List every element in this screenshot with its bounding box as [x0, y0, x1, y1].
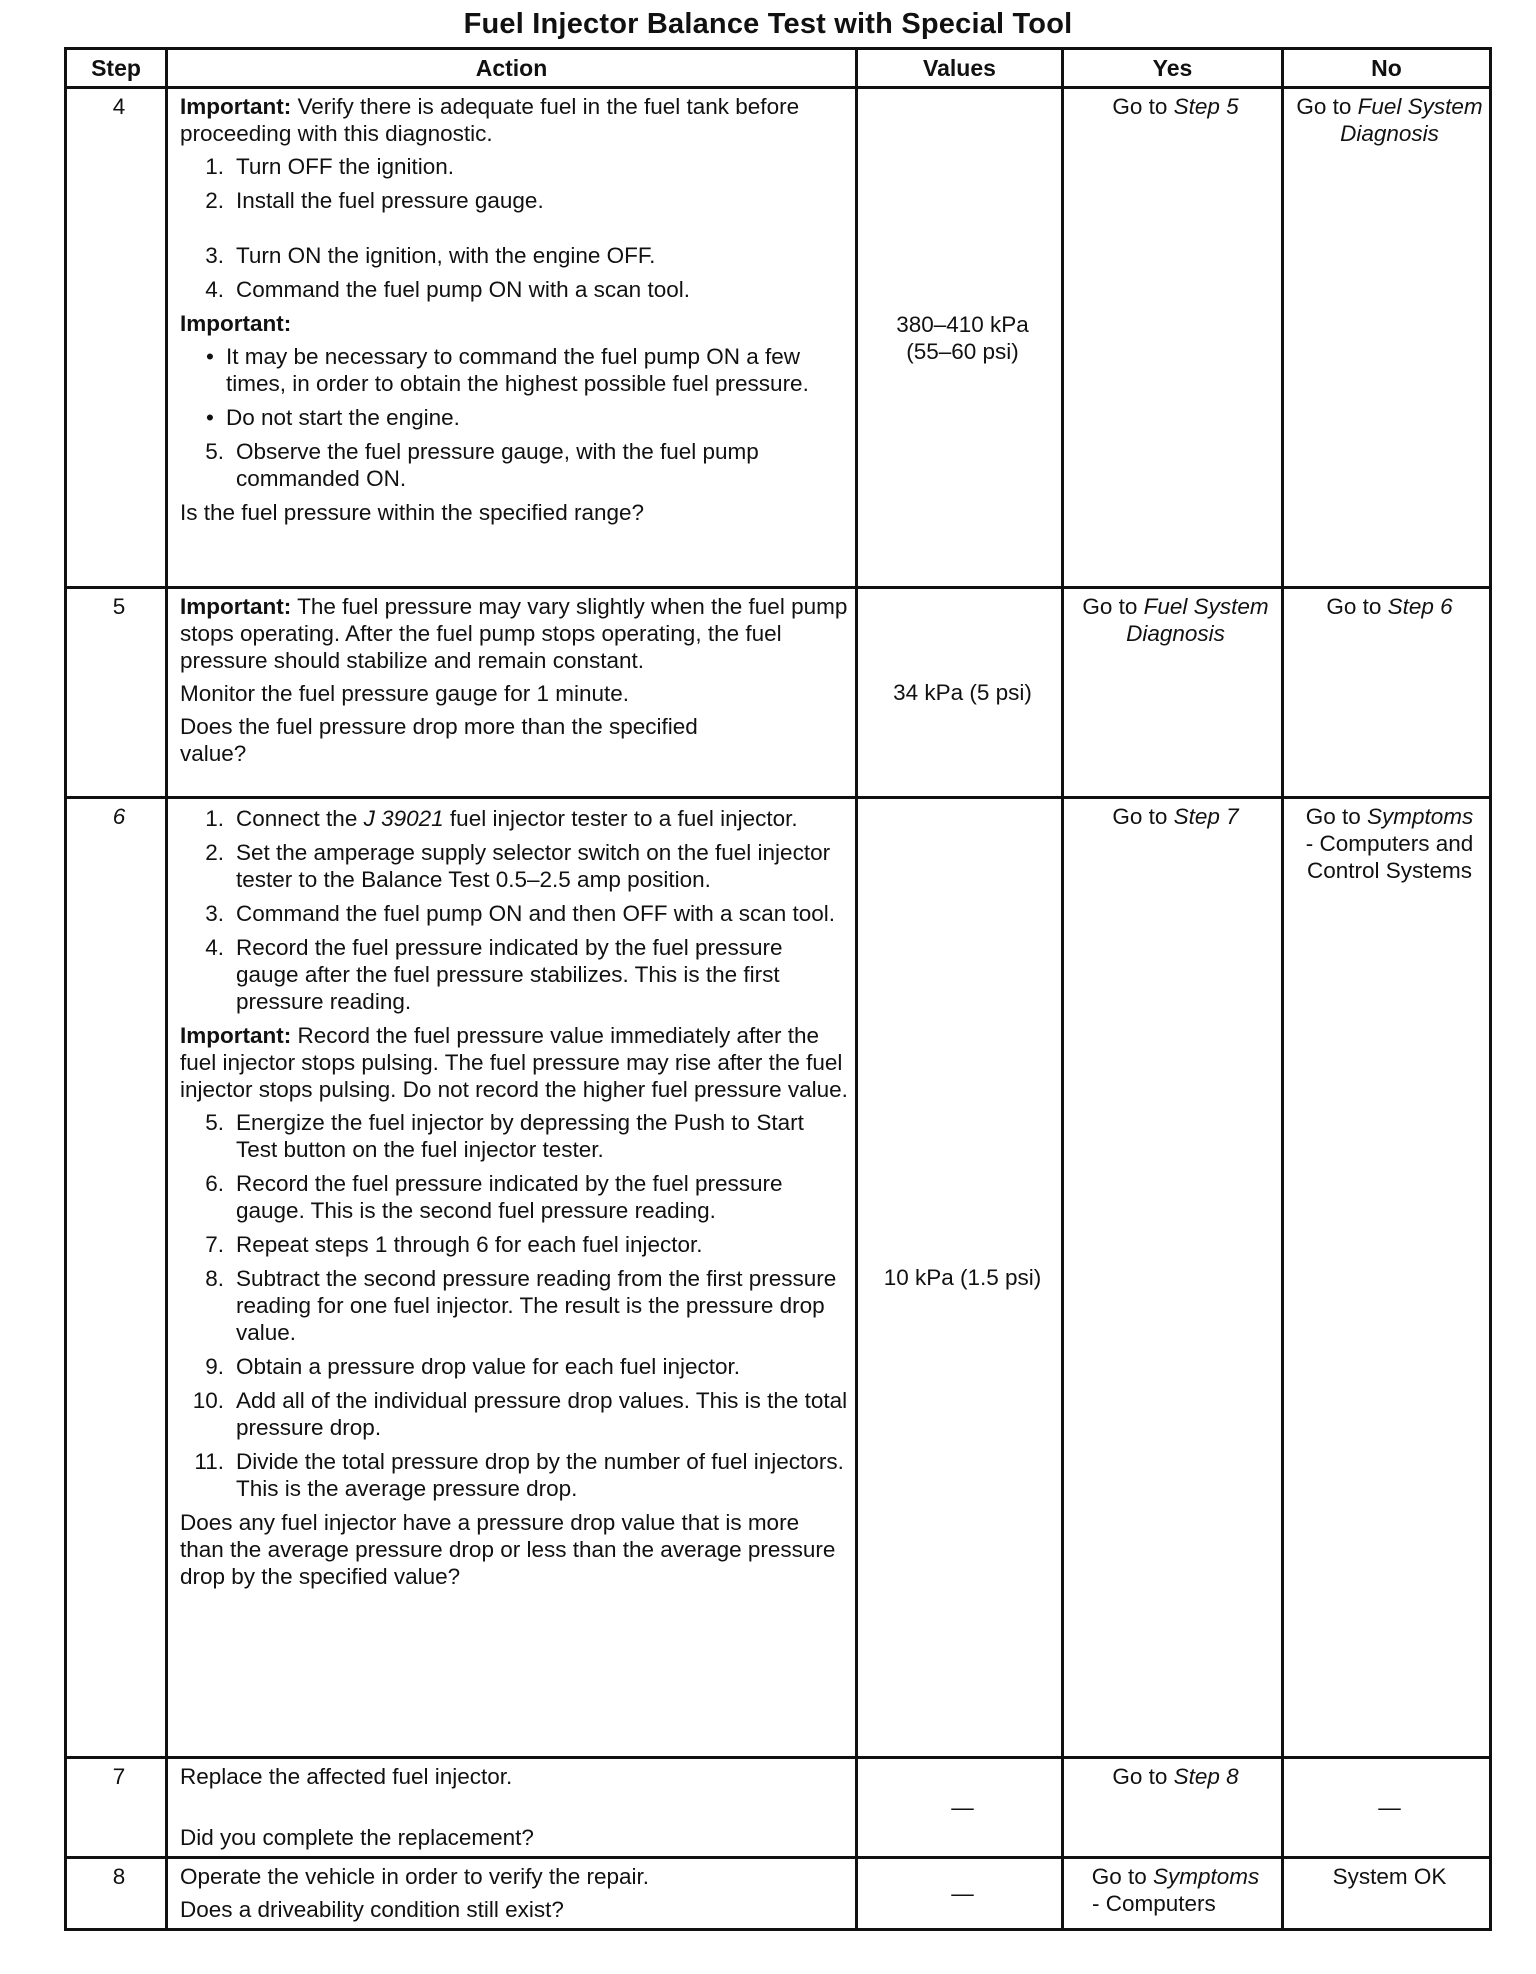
procedure-table	[64, 47, 1492, 1931]
step-text: Repeat steps 1 through 6 for each fuel injector.	[236, 1232, 703, 1257]
step-text: Obtain a pressure drop value for each fuel injector.	[236, 1354, 741, 1379]
action-cell	[167, 798, 857, 1758]
step-text: Turn OFF the ignition.	[236, 154, 455, 179]
no-prefix: Go to	[1326, 594, 1388, 619]
action-step	[180, 1353, 849, 1380]
step-index: 1.	[205, 806, 224, 831]
page-title: Fuel Injector Balance Test with Special Tool	[463, 8, 1073, 40]
value-text: 10 kPa (1.5 psi)	[883, 1265, 1042, 1290]
important-label: Important:	[180, 1023, 292, 1048]
step-number: 8	[66, 1858, 167, 1930]
action-step	[180, 153, 849, 180]
important-text: Record the fuel pressure value immediately after the fuel injector stops pulsing. The fuel pressure may rise after the fuel injector stops pulsing. Do not record the higher fuel pressure value.	[180, 1023, 848, 1102]
step-text: Record the fuel pressure indicated by the fuel pressure gauge. This is the second fuel pressure reading.	[236, 1171, 783, 1223]
action-cell	[167, 588, 857, 798]
step-index: 5.	[205, 439, 224, 464]
value-cell	[857, 588, 1063, 798]
question-text: Does any fuel injector have a pressure drop value that is more than the average pressure drop or less than the average pressure drop by the specified value?	[180, 1510, 836, 1589]
action-cell	[167, 1858, 857, 1930]
step-number: 5	[66, 588, 167, 798]
action-step	[180, 242, 849, 269]
step-number	[66, 798, 167, 1758]
value-cell	[857, 88, 1063, 588]
instruction-text: Operate the vehicle in order to verify the repair.	[180, 1864, 649, 1889]
step-text: Record the fuel pressure indicated by the fuel pressure gauge after the fuel pressure stabilizes. This is the first pressure reading.	[236, 935, 783, 1014]
step-text: Install the fuel pressure gauge.	[236, 188, 544, 213]
no-prefix: Go to	[1296, 94, 1358, 119]
step-index: 8.	[205, 1266, 224, 1291]
step-index: 11.	[194, 1449, 224, 1474]
step-index: 4.	[205, 935, 224, 960]
action-step	[180, 1170, 849, 1224]
step-index: 2.	[205, 840, 224, 865]
symptoms-link[interactable]: Symptoms	[1367, 804, 1474, 829]
action-steps	[180, 153, 849, 303]
yes-prefix: Go to	[1112, 1764, 1174, 1789]
action-step	[180, 900, 849, 927]
step-link[interactable]: Step 5	[1173, 94, 1239, 119]
action-step	[180, 1448, 849, 1502]
step-index: 5.	[205, 1110, 224, 1135]
important-text: The fuel pressure may vary slightly when the fuel pump stops operating. After the fuel pump stops operating, the fuel pressure should stabilize and remain constant.	[180, 594, 848, 673]
table-row-step-6	[66, 798, 1491, 1758]
step-text: Observe the fuel pressure gauge, with the fuel pump commanded ON.	[236, 439, 759, 491]
question-text: Is the fuel pressure within the specified range?	[180, 500, 645, 525]
step-link[interactable]: Step 6	[1387, 594, 1453, 619]
action-cell	[167, 1758, 857, 1858]
action-steps	[180, 1109, 849, 1502]
step-text: Set the amperage supply selector switch on the fuel injector tester to the Balance Test 0.5–2.5 amp position.	[236, 840, 831, 892]
yes-cell	[1063, 798, 1283, 1758]
important-note	[180, 93, 849, 147]
value-text: —	[951, 1881, 974, 1906]
table-row-step-8	[66, 1858, 1491, 1930]
step-index: 3.	[205, 901, 224, 926]
step-text: Command the fuel pump ON with a scan tool.	[236, 277, 690, 302]
action-step	[180, 438, 849, 492]
value-text: —	[951, 1795, 974, 1820]
step-link[interactable]: Step 8	[1173, 1764, 1239, 1789]
step-text: Connect the	[236, 806, 364, 831]
action-cell	[167, 88, 857, 588]
bullet-item	[180, 343, 849, 397]
header-step: Step	[66, 49, 167, 88]
yes-cell	[1063, 1758, 1283, 1858]
diagnosis-link[interactable]: Fuel System Diagnosis	[1126, 594, 1269, 646]
step-number: 7	[66, 1758, 167, 1858]
important-text: Verify there is adequate fuel in the fuel tank before proceeding with this diagnostic.	[180, 94, 800, 146]
yes-prefix: Go to	[1112, 804, 1174, 829]
step-index: 10.	[192, 1388, 224, 1413]
no-cell	[1283, 1858, 1491, 1930]
bullet-item	[180, 404, 849, 431]
yes-cell	[1063, 1858, 1283, 1930]
step-index: 9.	[205, 1354, 224, 1379]
step-text: Command the fuel pump ON and then OFF with a scan tool.	[236, 901, 836, 926]
no-cell	[1283, 88, 1491, 588]
question-text: Does a driveability condition still exist?	[180, 1897, 564, 1922]
important-label: Important:	[180, 311, 292, 336]
instruction-text: Replace the affected fuel injector.	[180, 1764, 513, 1789]
action-steps	[180, 438, 849, 492]
action-step	[180, 1387, 849, 1441]
table-row-step-7	[66, 1758, 1491, 1858]
important-label: Important:	[180, 94, 292, 119]
value-text: (55–60 psi)	[906, 338, 1019, 364]
no-prefix: Go to	[1305, 804, 1367, 829]
bullet-icon: •	[206, 405, 214, 430]
step-link[interactable]: Step 7	[1173, 804, 1239, 829]
header-no: No	[1283, 49, 1491, 88]
no-text: - Computers and	[1305, 831, 1474, 856]
important-label: Important:	[180, 594, 292, 619]
important-note	[180, 593, 849, 674]
action-step	[180, 187, 849, 214]
no-text: Control Systems	[1306, 858, 1473, 883]
instruction-text: Monitor the fuel pressure gauge for 1 minute.	[180, 681, 630, 706]
step-text: fuel injector tester to a fuel injector.	[443, 806, 798, 831]
bullet-text: Do not start the engine.	[226, 405, 460, 430]
step-text: Turn ON the ignition, with the engine OFF.	[236, 243, 656, 268]
value-cell	[857, 1858, 1063, 1930]
yes-prefix: Go to	[1082, 594, 1144, 619]
header-row	[66, 49, 1491, 88]
step-number-text: 6	[112, 804, 126, 829]
action-step	[180, 805, 849, 832]
action-step	[180, 934, 849, 1015]
value-cell	[857, 798, 1063, 1758]
step-text: Add all of the individual pressure drop values. This is the total pressure drop.	[236, 1388, 848, 1440]
no-cell	[1283, 588, 1491, 798]
step-text: Subtract the second pressure reading from the first pressure reading for one fuel injector. The result is the pressure drop value.	[236, 1266, 837, 1345]
header-values: Values	[857, 49, 1063, 88]
value-text: 34 kPa (5 psi)	[893, 680, 1032, 705]
bullet-text: It may be necessary to command the fuel pump ON a few times, in order to obtain the highest possible fuel pressure.	[226, 344, 809, 396]
bullet-icon: •	[206, 344, 214, 369]
step-index: 4.	[205, 277, 224, 302]
no-text: System OK	[1332, 1864, 1447, 1889]
step-text: Energize the fuel injector by depressing the Push to Start Test button on the fuel injector tester.	[236, 1110, 804, 1162]
step-index: 3.	[205, 243, 224, 268]
yes-prefix: Go to	[1091, 1864, 1153, 1889]
action-step	[180, 1109, 849, 1163]
no-cell	[1283, 798, 1491, 1758]
step-index: 6.	[205, 1171, 224, 1196]
action-steps	[180, 805, 849, 1015]
action-step	[180, 1265, 849, 1346]
important-bullets	[180, 343, 849, 431]
question-text: Does the fuel pressure drop more than the specified value?	[180, 714, 698, 766]
symptoms-link[interactable]: Symptoms	[1153, 1864, 1260, 1889]
step-index: 7.	[205, 1232, 224, 1257]
diagnosis-link[interactable]: Fuel System Diagnosis	[1340, 94, 1483, 146]
step-text: Divide the total pressure drop by the number of fuel injectors. This is the average pressure drop.	[236, 1449, 844, 1501]
yes-prefix: Go to	[1112, 94, 1174, 119]
yes-cell	[1063, 88, 1283, 588]
header-action: Action	[167, 49, 857, 88]
action-step	[180, 1231, 849, 1258]
value-cell	[857, 1758, 1063, 1858]
no-cell	[1283, 1758, 1491, 1858]
question-text: Did you complete the replacement?	[180, 1825, 534, 1850]
tool-reference: J 39021	[363, 806, 444, 831]
header-yes: Yes	[1063, 49, 1283, 88]
value-text: 380–410 kPa	[896, 311, 1029, 337]
yes-cell	[1063, 588, 1283, 798]
no-text: —	[1378, 1795, 1401, 1820]
step-index: 2.	[205, 188, 224, 213]
action-step	[180, 276, 849, 303]
important-note	[180, 1022, 849, 1103]
table-row-step-4	[66, 88, 1491, 588]
action-step	[180, 839, 849, 893]
table-row-step-5	[66, 588, 1491, 798]
step-number: 4	[66, 88, 167, 588]
step-index: 1.	[205, 154, 224, 179]
yes-text: - Computers	[1092, 1891, 1216, 1916]
